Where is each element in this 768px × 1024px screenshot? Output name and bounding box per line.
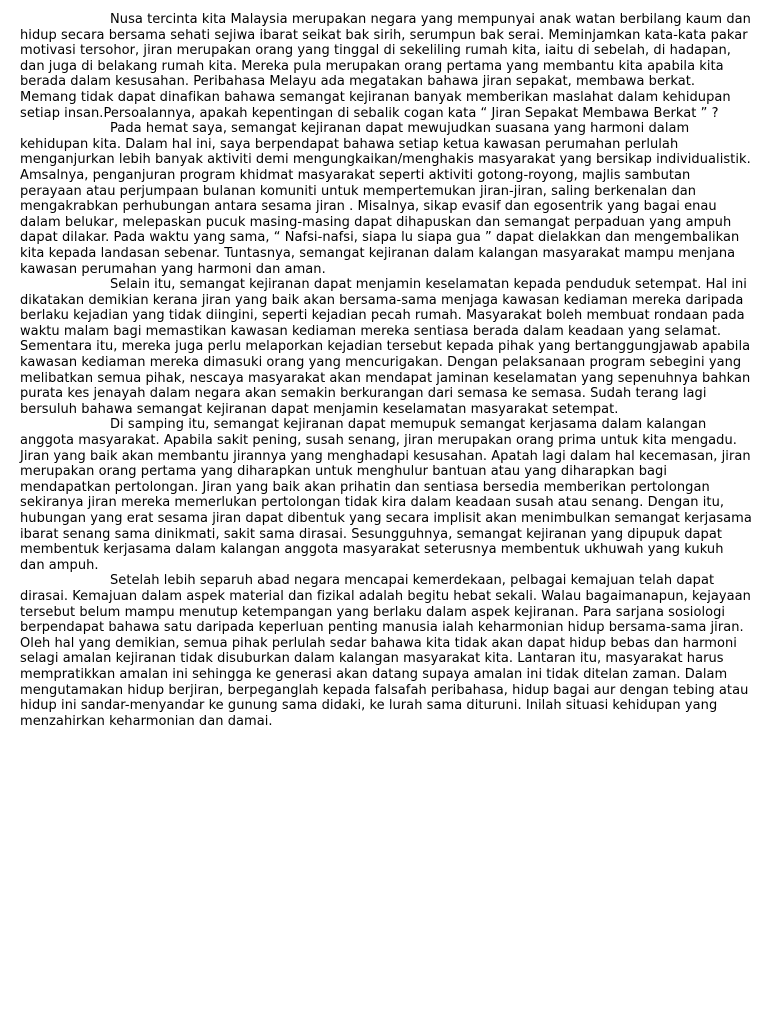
paragraph-cooperation: Di samping itu, semangat kejiranan dapat memupuk semangat kerjasama dalam kalangan anggota masyarakat. Apabila sakit pening, susah senang, jiran merupakan orang prima untuk kita mengadu. Jiran yang baik akan membantu jirannya yang menghadapi kesusahan. Apatah lagi dalam hal kecemasan, jiran merupakan orang pertama yang diharapkan untuk menghulur bantuan atau yang diharapkan bagi mendapatkan pertolongan. Jiran yang baik akan prihatin dan sentiasa bersedia memberikan pertolongan sekiranya jiran mereka memerlukan pertolongan tidak kira dalam keadaan susah atau senang. Dengan itu, hubungan yang erat sesama jiran dapat dibentuk yang secara implisit akan menimbulkan semangat kerjasama ibarat senang sama dinikmati, sakit sama dirasai. Sesungguhnya, semangat kejiranan yang dipupuk dapat membentuk kerjasama dalam kalangan anggota masyarakat seterusnya membentuk ukhuwah yang kukuh dan ampuh. (20, 417, 752, 573)
paragraph-conclusion: Setelah lebih separuh abad negara mencapai kemerdekaan, pelbagai kemajuan telah dapat dirasai. Kemajuan dalam aspek material dan fizikal adalah begitu hebat sekali. Walau bagaimanapun, kejayaan tersebut belum mampu menutup ketempangan yang berlaku dalam aspek kejiranan. Para sarjana sosiologi berpendapat bahawa satu daripada keperluan penting manusia ialah keharmonian hidup bersama-sama jiran. Oleh hal yang demikian, semua pihak perlulah sedar bahawa kita tidak akan dapat hidup bebas dan harmoni selagi amalan kejiranan tidak disuburkan dalam kalangan masyarakat kita. Lantaran itu, masyarakat harus mempratikkan amalan ini sehingga ke generasi akan datang supaya amalan ini tidak ditelan zaman. Dalam mengutamakan hidup berjiran, berpeganglah kepada falsafah peribahasa, hidup bagai aur dengan tebing atau hidup ini sandar-menyandar ke gunung sama didaki, ke lurah sama dituruni. Inilah situasi kehidupan yang menzahirkan keharmonian dan damai. (20, 573, 751, 729)
paragraph-harmony: Pada hemat saya, semangat kejiranan dapat mewujudkan suasana yang harmoni dalam kehidupan kita. Dalam hal ini, saya berpendapat bahawa setiap ketua kawasan perumahan perlulah menganjurkan lebih banyak aktiviti demi mengungkaikan/menghakis masyarakat yang bersikap individualistik. Amsalnya, penganjuran program khidmat masyarakat seperti aktiviti gotong-royong, majlis sambutan perayaan atau perjumpaan bulanan komuniti untuk mempertemukan jiran-jiran, saling berkenalan dan mengakrabkan perhubungan antara sesama jiran . Misalnya, sikap evasif dan egosentrik yang bagai enau dalam belukar, melepaskan pucuk masing-masing dapat dihapuskan dan semangat perpaduan yang ampuh dapat dilakar. Pada waktu yang sama, “ Nafsi-nafsi, siapa lu siapa gua ” dapat dielakkan dan mengembalikan kita kepada landasan sebenar. Tuntasnya, semangat kejiranan dalam kalangan masyarakat mampu menjana kawasan perumahan yang harmoni dan aman. (20, 121, 751, 277)
paragraph-introduction: Nusa tercinta kita Malaysia merupakan negara yang mempunyai anak watan berbilang kaum dan hidup secara bersama sehati sejiwa ibarat seikat bak sirih, serumpun bak serai. Meminjamkan kata-kata pakar motivasi tersohor, jiran merupakan orang yang tinggal di sekeliling rumah kita, iaitu di sebelah, di hadapan, dan juga di belakang rumah kita. Mereka pula merupakan orang pertama yang membantu kita apabila kita berada dalam kesusahan. Peribahasa Melayu ada megatakan bahawa jiran sepakat, membawa berkat. Memang tidak dapat dinafikan bahawa semangat kejiranan banyak memberikan maslahat dalam kehidupan setiap insan.Persoalannya, apakah kepentingan di sebalik cogan kata “ Jiran Sepakat Membawa Berkat ” ? (20, 12, 751, 121)
essay-document (20, 12, 752, 729)
paragraph-safety: Selain itu, semangat kejiranan dapat menjamin keselamatan kepada penduduk setempat. Hal ini dikatakan demikian kerana jiran yang baik akan bersama-sama menjaga kawasan kediaman mereka daripada berlaku kejadian yang tidak diingini, seperti kejadian pecah rumah. Masyarakat boleh membuat rondaan pada waktu malam bagi memastikan kawasan kediaman mereka sentiasa berada dalam keadaan yang selamat. Sementara itu, mereka juga perlu melaporkan kejadian tersebut kepada pihak yang bertanggungjawab apabila kawasan kediaman mereka dimasuki orang yang mencurigakan. Dengan pelaksanaan program sebegini yang melibatkan semua pihak, nescaya masyarakat akan mendapat jaminan keselamatan yang sepenuhnya bahkan purata kes jenayah dalam negara akan semakin berkurangan dari semasa ke semasa. Sudah terang lagi bersuluh bahawa semangat kejiranan dapat menjamin keselamatan masyarakat setempat. (20, 277, 751, 417)
